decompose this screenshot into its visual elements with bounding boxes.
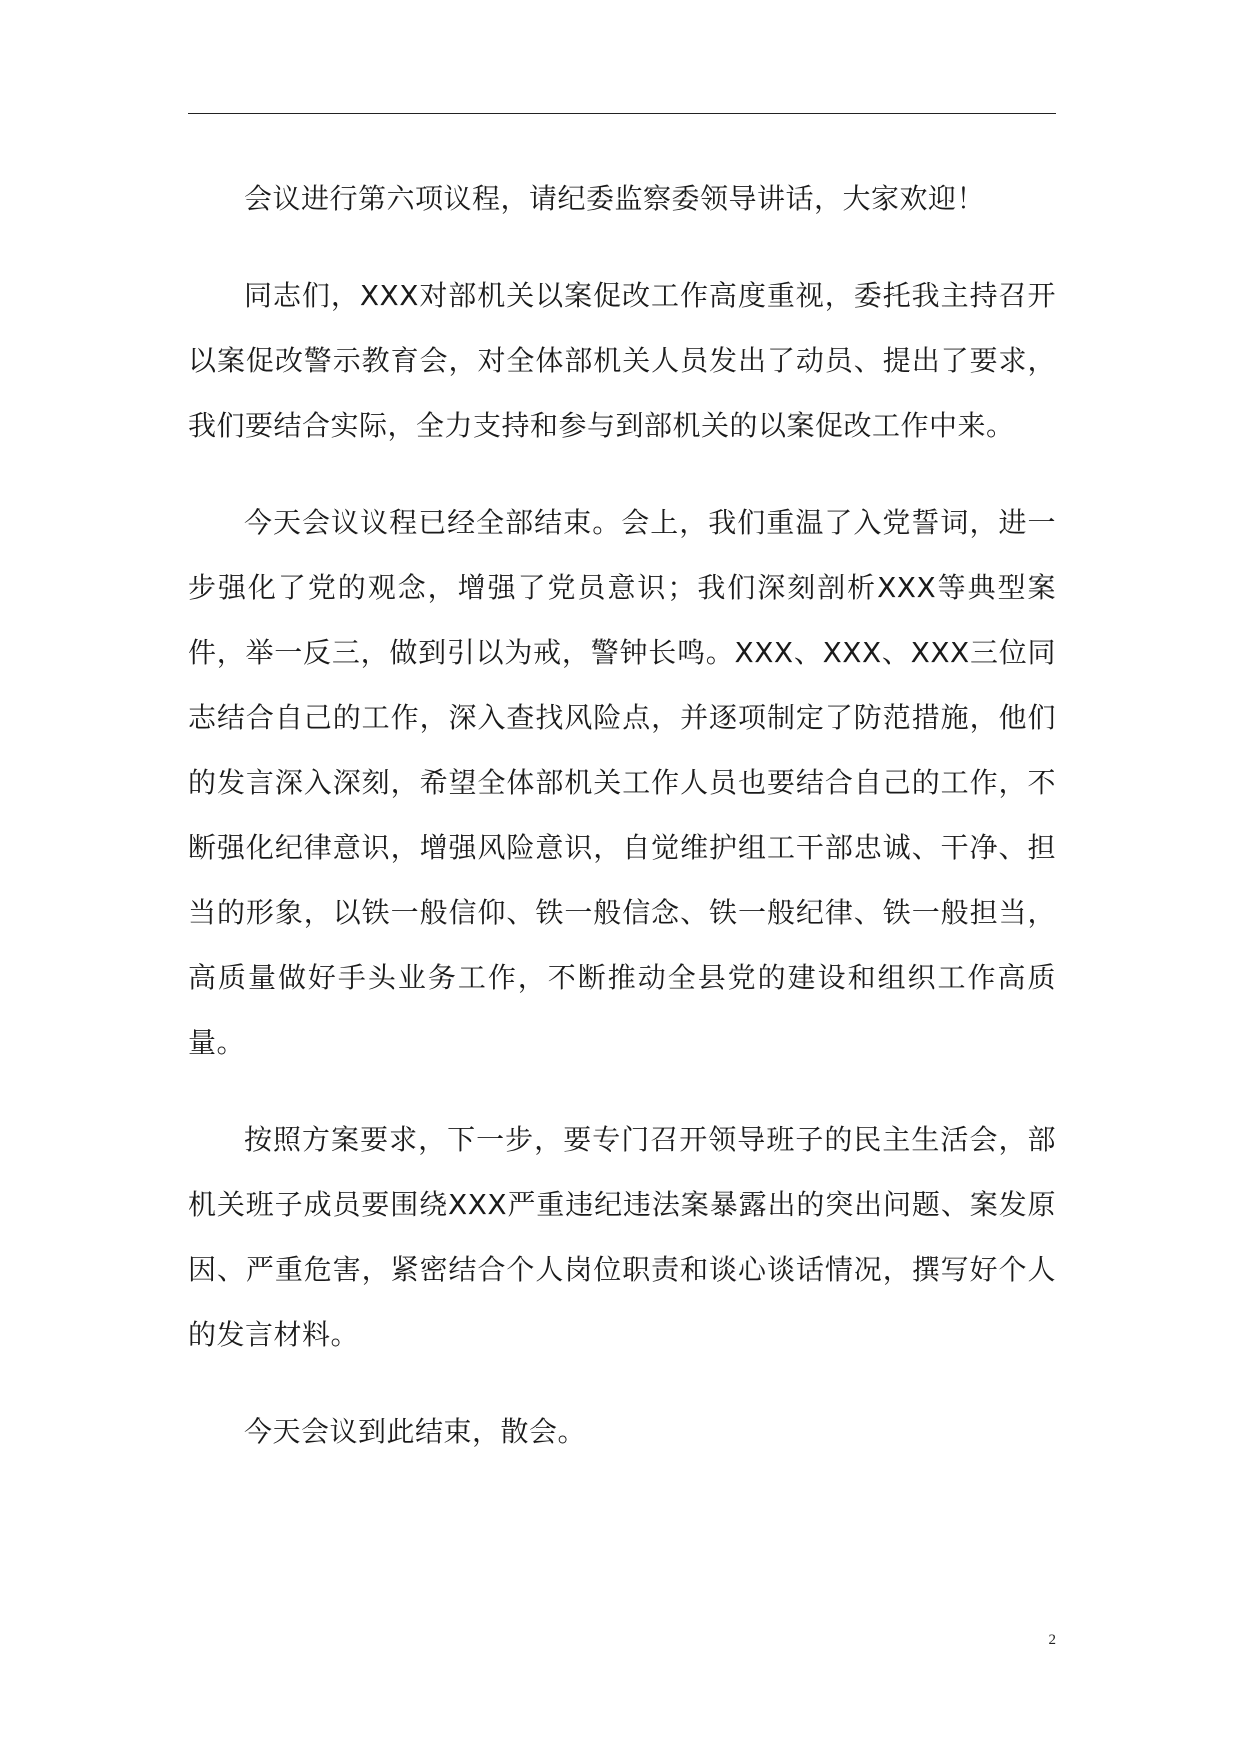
paragraph-next-steps: 按照方案要求，下一步，要专门召开领导班子的民主生活会，部机关班子成员要围绕XXX严重违纪违法案暴露出的突出问题、案发原因、严重危害，紧密结合个人岗位职责和谈心谈话情况，撰写好个人的发言材料。 (188, 1123, 1056, 1351)
paragraph-meeting-summary: 今天会议议程已经全部结束。会上，我们重温了入党誓词，进一步强化了党的观念，增强了党员意识；我们深刻剖析XXX等典型案件，举一反三，做到引以为戒，警钟长鸣。XXX、XXX、XXX三位同志结合自己的工作，深入查找风险点，并逐项制定了防范措施，他们的发言深入深刻，希望全体部机关工作人员也要结合自己的工作，不断强化纪律意识，增强风险意识，自觉维护组工干部忠诚、干净、担当的形象，以铁一般信仰、铁一般信念、铁一般纪律、铁一般担当，高质量做好手头业务工作，不断推动全县党的建设和组织工作高质量。 (188, 506, 1056, 1059)
paragraph-agenda-item: 会议进行第六项议程，请纪委监察委领导讲话，大家欢迎！ (244, 182, 986, 215)
header-rule (188, 113, 1056, 114)
document-body (188, 166, 1056, 1496)
page-number: 2 (1048, 1632, 1056, 1648)
paragraph-leadership-emphasis: 同志们，XXX对部机关以案促改工作高度重视，委托我主持召开以案促改警示教育会，对全体部机关人员发出了动员、提出了要求，我们要结合实际，全力支持和参与到部机关的以案促改工作中来。 (188, 279, 1056, 442)
paragraph-closing: 今天会议到此结束，散会。 (244, 1415, 587, 1448)
